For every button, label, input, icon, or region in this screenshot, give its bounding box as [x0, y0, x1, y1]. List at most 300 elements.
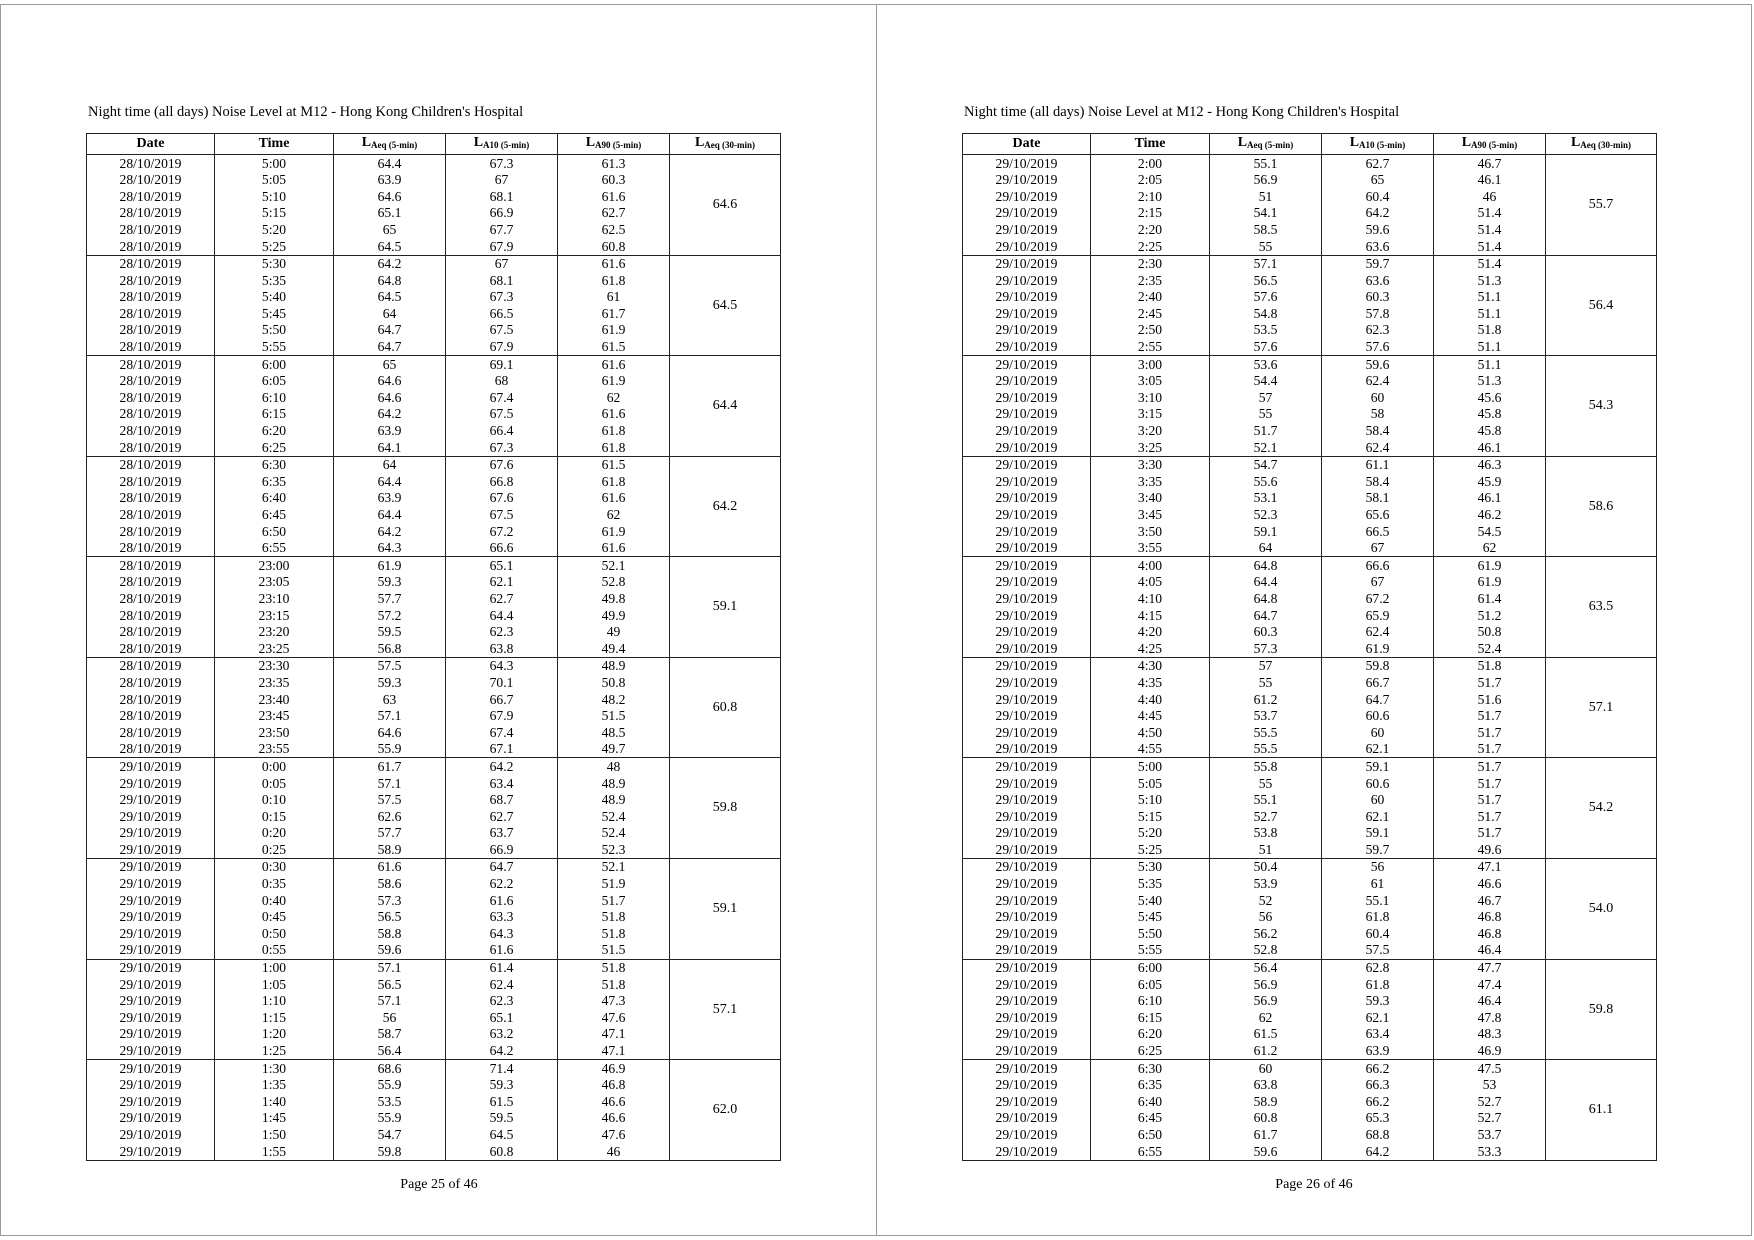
la90-5min-cell: 52.7: [1434, 1093, 1546, 1110]
date-cell: 29/10/2019: [963, 1110, 1091, 1127]
date-cell: 29/10/2019: [87, 1042, 215, 1059]
la10-5min-cell: 59.5: [446, 1110, 558, 1127]
la90-5min-cell: 60.3: [558, 172, 670, 189]
la90-5min-cell: 52.4: [558, 808, 670, 825]
la90-5min-cell: 52.1: [558, 858, 670, 875]
laeq-5min-cell: 56.5: [334, 976, 446, 993]
date-cell: 29/10/2019: [963, 858, 1091, 875]
laeq-5min-cell: 55.5: [1210, 724, 1322, 741]
date-cell: 29/10/2019: [963, 892, 1091, 909]
header-la10-5min-main: L: [473, 134, 484, 150]
la10-5min-cell: 67.6: [446, 456, 558, 473]
noise-level-table: [86, 133, 781, 1161]
laeq-5min-cell: 59.3: [334, 574, 446, 591]
la90-5min-cell: 48.5: [558, 724, 670, 741]
time-cell: 0:05: [215, 775, 334, 792]
laeq-5min-cell: 53.6: [1210, 356, 1322, 373]
date-cell: 28/10/2019: [87, 255, 215, 272]
la10-5min-cell: 66.6: [1322, 557, 1434, 574]
la90-5min-cell: 46.8: [1434, 909, 1546, 926]
date-cell: 29/10/2019: [963, 205, 1091, 222]
la10-5min-cell: 62.8: [1322, 959, 1434, 976]
laeq-5min-cell: 53.7: [1210, 708, 1322, 725]
la10-5min-cell: 67: [446, 172, 558, 189]
la90-5min-cell: 60.8: [558, 238, 670, 255]
laeq-5min-cell: 55.1: [1210, 792, 1322, 809]
la90-5min-cell: 52.1: [558, 557, 670, 574]
laeq-5min-cell: 57.6: [1210, 289, 1322, 306]
la10-5min-cell: 62.4: [1322, 373, 1434, 390]
laeq-5min-cell: 58.8: [334, 925, 446, 942]
header-laeq-30min-main: L: [1570, 134, 1581, 150]
date-cell: 28/10/2019: [87, 574, 215, 591]
la10-5min-cell: 67.1: [446, 741, 558, 758]
la10-5min-cell: 64.3: [446, 925, 558, 942]
date-cell: 29/10/2019: [963, 423, 1091, 440]
date-cell: 28/10/2019: [87, 221, 215, 238]
la10-5min-cell: 60.6: [1322, 775, 1434, 792]
date-cell: 29/10/2019: [87, 892, 215, 909]
laeq-30min-cell: 64.5: [670, 255, 781, 356]
la10-5min-cell: 63.3: [446, 909, 558, 926]
date-cell: 29/10/2019: [963, 1060, 1091, 1077]
laeq-5min-cell: 60.8: [1210, 1110, 1322, 1127]
laeq-30min-cell: 54.2: [1546, 758, 1657, 859]
table-row: [963, 255, 1657, 272]
la90-5min-cell: 53.3: [1434, 1143, 1546, 1160]
la10-5min-cell: 67.3: [446, 439, 558, 456]
laeq-5min-cell: 51.7: [1210, 423, 1322, 440]
date-cell: 29/10/2019: [87, 808, 215, 825]
time-cell: 2:00: [1091, 155, 1210, 172]
laeq-5min-cell: 58.9: [1210, 1093, 1322, 1110]
laeq-5min-cell: 53.5: [1210, 322, 1322, 339]
laeq-5min-cell: 57.7: [334, 825, 446, 842]
time-cell: 23:40: [215, 691, 334, 708]
la10-5min-cell: 67.2: [446, 523, 558, 540]
time-cell: 2:20: [1091, 221, 1210, 238]
laeq-5min-cell: 55: [1210, 238, 1322, 255]
la10-5min-cell: 61.6: [446, 892, 558, 909]
time-cell: 5:15: [1091, 808, 1210, 825]
la90-5min-cell: 62: [558, 389, 670, 406]
la10-5min-cell: 64.3: [446, 657, 558, 674]
laeq-5min-cell: 61.6: [334, 858, 446, 875]
laeq-5min-cell: 64.6: [334, 188, 446, 205]
date-cell: 28/10/2019: [87, 490, 215, 507]
la10-5min-cell: 66.4: [446, 423, 558, 440]
laeq-5min-cell: 52.8: [1210, 942, 1322, 959]
la10-5min-cell: 63.2: [446, 1026, 558, 1043]
date-cell: 29/10/2019: [963, 1009, 1091, 1026]
time-cell: 5:10: [1091, 792, 1210, 809]
laeq-5min-cell: 57.6: [1210, 339, 1322, 356]
la10-5min-cell: 66.2: [1322, 1093, 1434, 1110]
la90-5min-cell: 51.5: [558, 942, 670, 959]
la90-5min-cell: 46.7: [1434, 155, 1546, 172]
la10-5min-cell: 61.5: [446, 1093, 558, 1110]
la90-5min-cell: 47.1: [1434, 858, 1546, 875]
la10-5min-cell: 68.1: [446, 272, 558, 289]
la90-5min-cell: 61.9: [558, 523, 670, 540]
time-cell: 1:45: [215, 1110, 334, 1127]
laeq-5min-cell: 56.5: [334, 909, 446, 926]
laeq-30min-cell: 56.4: [1546, 255, 1657, 356]
time-cell: 4:05: [1091, 574, 1210, 591]
laeq-5min-cell: 61.2: [1210, 1042, 1322, 1059]
laeq-5min-cell: 56: [1210, 909, 1322, 926]
la10-5min-cell: 58.4: [1322, 473, 1434, 490]
la10-5min-cell: 64.2: [446, 1042, 558, 1059]
la10-5min-cell: 65.1: [446, 1009, 558, 1026]
time-cell: 1:50: [215, 1126, 334, 1143]
la90-5min-cell: 47.1: [558, 1042, 670, 1059]
laeq-5min-cell: 51: [1210, 841, 1322, 858]
time-cell: 23:10: [215, 590, 334, 607]
date-cell: 29/10/2019: [963, 523, 1091, 540]
la10-5min-cell: 64.2: [1322, 1143, 1434, 1160]
la10-5min-cell: 61.6: [446, 942, 558, 959]
time-cell: 6:25: [1091, 1042, 1210, 1059]
time-cell: 5:30: [1091, 858, 1210, 875]
table-row: [87, 557, 781, 574]
date-cell: 28/10/2019: [87, 708, 215, 725]
laeq-5min-cell: 60: [1210, 1060, 1322, 1077]
date-cell: 28/10/2019: [87, 674, 215, 691]
time-cell: 6:10: [215, 389, 334, 406]
date-cell: 28/10/2019: [87, 389, 215, 406]
la10-5min-cell: 59.7: [1322, 255, 1434, 272]
header-date: Date: [963, 134, 1091, 155]
la10-5min-cell: 67: [446, 255, 558, 272]
la90-5min-cell: 47.6: [558, 1126, 670, 1143]
time-cell: 6:05: [1091, 976, 1210, 993]
date-cell: 29/10/2019: [963, 473, 1091, 490]
time-cell: 1:55: [215, 1143, 334, 1160]
time-cell: 23:50: [215, 724, 334, 741]
la90-5min-cell: 46.1: [1434, 490, 1546, 507]
la90-5min-cell: 62: [1434, 540, 1546, 557]
laeq-5min-cell: 56.9: [1210, 172, 1322, 189]
time-cell: 23:35: [215, 674, 334, 691]
time-cell: 6:30: [1091, 1060, 1210, 1077]
laeq-5min-cell: 52.1: [1210, 439, 1322, 456]
la10-5min-cell: 67.9: [446, 339, 558, 356]
time-cell: 6:25: [215, 439, 334, 456]
date-cell: 29/10/2019: [963, 758, 1091, 775]
la10-5min-cell: 66.8: [446, 473, 558, 490]
la90-5min-cell: 46.9: [1434, 1042, 1546, 1059]
la90-5min-cell: 47.5: [1434, 1060, 1546, 1077]
table-row: [963, 858, 1657, 875]
header-time: Time: [215, 134, 334, 155]
time-cell: 3:30: [1091, 456, 1210, 473]
la10-5min-cell: 59.6: [1322, 221, 1434, 238]
time-cell: 0:50: [215, 925, 334, 942]
time-cell: 0:20: [215, 825, 334, 842]
date-cell: 28/10/2019: [87, 373, 215, 390]
time-cell: 5:50: [215, 322, 334, 339]
la90-5min-cell: 61.6: [558, 188, 670, 205]
date-cell: 28/10/2019: [87, 456, 215, 473]
date-cell: 28/10/2019: [87, 523, 215, 540]
la90-5min-cell: 61.6: [558, 490, 670, 507]
time-cell: 23:45: [215, 708, 334, 725]
laeq-5min-cell: 57.1: [334, 993, 446, 1010]
date-cell: 29/10/2019: [963, 406, 1091, 423]
date-cell: 28/10/2019: [87, 691, 215, 708]
time-cell: 6:55: [215, 540, 334, 557]
laeq-30min-cell: 61.1: [1546, 1060, 1657, 1161]
la90-5min-cell: 51.1: [1434, 356, 1546, 373]
date-cell: 28/10/2019: [87, 741, 215, 758]
la10-5min-cell: 69.1: [446, 356, 558, 373]
date-cell: 28/10/2019: [87, 406, 215, 423]
laeq-5min-cell: 64.7: [1210, 607, 1322, 624]
date-cell: 28/10/2019: [87, 657, 215, 674]
laeq-5min-cell: 57.5: [334, 657, 446, 674]
document-page-25: [0, 4, 878, 1236]
time-cell: 5:05: [215, 172, 334, 189]
la10-5min-cell: 64.7: [446, 858, 558, 875]
la10-5min-cell: 67.9: [446, 708, 558, 725]
la10-5min-cell: 66.5: [446, 305, 558, 322]
laeq-5min-cell: 56.4: [334, 1042, 446, 1059]
la10-5min-cell: 68.7: [446, 792, 558, 809]
date-cell: 29/10/2019: [963, 356, 1091, 373]
laeq-5min-cell: 55.5: [1210, 741, 1322, 758]
date-cell: 28/10/2019: [87, 238, 215, 255]
laeq-5min-cell: 61.7: [334, 758, 446, 775]
date-cell: 29/10/2019: [963, 909, 1091, 926]
time-cell: 4:00: [1091, 557, 1210, 574]
date-cell: 29/10/2019: [87, 1077, 215, 1094]
time-cell: 4:30: [1091, 657, 1210, 674]
table-row: [87, 356, 781, 373]
time-cell: 5:45: [215, 305, 334, 322]
la10-5min-cell: 62.1: [1322, 1009, 1434, 1026]
la10-5min-cell: 57.5: [1322, 942, 1434, 959]
laeq-5min-cell: 59.3: [334, 674, 446, 691]
la90-5min-cell: 46.4: [1434, 993, 1546, 1010]
time-cell: 5:30: [215, 255, 334, 272]
la10-5min-cell: 60: [1322, 792, 1434, 809]
laeq-30min-cell: 62.0: [670, 1060, 781, 1161]
table-title: Night time (all days) Noise Level at M12 - Hong Kong Children's Hospital: [964, 104, 1400, 120]
la90-5min-cell: 49.9: [558, 607, 670, 624]
laeq-5min-cell: 58.9: [334, 841, 446, 858]
time-cell: 6:20: [1091, 1026, 1210, 1043]
laeq-5min-cell: 64.8: [334, 272, 446, 289]
time-cell: 23:05: [215, 574, 334, 591]
time-cell: 0:15: [215, 808, 334, 825]
time-cell: 5:05: [1091, 775, 1210, 792]
date-cell: 29/10/2019: [963, 238, 1091, 255]
la10-5min-cell: 56: [1322, 858, 1434, 875]
date-cell: 28/10/2019: [87, 640, 215, 657]
la90-5min-cell: 51.4: [1434, 205, 1546, 222]
la10-5min-cell: 60: [1322, 389, 1434, 406]
time-cell: 6:20: [215, 423, 334, 440]
header-laeq-30min-sub: Aeq (30-min): [704, 139, 756, 150]
la10-5min-cell: 62.4: [446, 976, 558, 993]
header-la90-5min-sub: A90 (5-min): [1471, 139, 1518, 150]
time-cell: 0:00: [215, 758, 334, 775]
la90-5min-cell: 51.7: [558, 892, 670, 909]
time-cell: 0:45: [215, 909, 334, 926]
date-cell: 29/10/2019: [963, 976, 1091, 993]
date-cell: 29/10/2019: [87, 825, 215, 842]
table-row: [87, 858, 781, 875]
la10-5min-cell: 63.7: [446, 825, 558, 842]
la90-5min-cell: 52.4: [558, 825, 670, 842]
time-cell: 1:15: [215, 1009, 334, 1026]
laeq-5min-cell: 62: [1210, 1009, 1322, 1026]
la10-5min-cell: 66.7: [1322, 674, 1434, 691]
document-page-26: [876, 4, 1752, 1236]
header-laeq-5min: [334, 134, 446, 155]
date-cell: 29/10/2019: [963, 1026, 1091, 1043]
la10-5min-cell: 59.8: [1322, 657, 1434, 674]
date-cell: 28/10/2019: [87, 339, 215, 356]
laeq-5min-cell: 64: [334, 305, 446, 322]
laeq-5min-cell: 60.3: [1210, 624, 1322, 641]
time-cell: 3:40: [1091, 490, 1210, 507]
laeq-5min-cell: 59.5: [334, 624, 446, 641]
date-cell: 29/10/2019: [963, 574, 1091, 591]
la90-5min-cell: 46.8: [558, 1077, 670, 1094]
date-cell: 29/10/2019: [963, 925, 1091, 942]
la90-5min-cell: 52.7: [1434, 1110, 1546, 1127]
date-cell: 28/10/2019: [87, 473, 215, 490]
date-cell: 29/10/2019: [87, 942, 215, 959]
date-cell: 29/10/2019: [87, 993, 215, 1010]
la90-5min-cell: 46.4: [1434, 942, 1546, 959]
la10-5min-cell: 63.6: [1322, 272, 1434, 289]
date-cell: 29/10/2019: [963, 557, 1091, 574]
table-row: [87, 758, 781, 775]
laeq-5min-cell: 65.1: [334, 205, 446, 222]
date-cell: 29/10/2019: [963, 188, 1091, 205]
date-cell: 29/10/2019: [963, 1143, 1091, 1160]
time-cell: 1:10: [215, 993, 334, 1010]
date-cell: 29/10/2019: [963, 1042, 1091, 1059]
table-body: [963, 155, 1657, 1161]
table-row: [87, 657, 781, 674]
la10-5min-cell: 60.4: [1322, 188, 1434, 205]
la10-5min-cell: 67.6: [446, 490, 558, 507]
time-cell: 4:10: [1091, 590, 1210, 607]
date-cell: 29/10/2019: [963, 624, 1091, 641]
header-la90-5min-main: L: [1461, 134, 1472, 150]
la90-5min-cell: 48.9: [558, 792, 670, 809]
date-cell: 28/10/2019: [87, 155, 215, 172]
laeq-30min-cell: 57.1: [1546, 657, 1657, 758]
la10-5min-cell: 67.5: [446, 322, 558, 339]
date-cell: 28/10/2019: [87, 540, 215, 557]
laeq-30min-cell: 60.8: [670, 657, 781, 758]
laeq-5min-cell: 55.8: [1210, 758, 1322, 775]
laeq-5min-cell: 55.6: [1210, 473, 1322, 490]
la10-5min-cell: 67: [1322, 540, 1434, 557]
la90-5min-cell: 51.8: [1434, 657, 1546, 674]
laeq-5min-cell: 56.4: [1210, 959, 1322, 976]
time-cell: 5:35: [215, 272, 334, 289]
laeq-5min-cell: 55: [1210, 775, 1322, 792]
la90-5min-cell: 61.9: [558, 322, 670, 339]
date-cell: 28/10/2019: [87, 322, 215, 339]
la10-5min-cell: 57.6: [1322, 339, 1434, 356]
date-cell: 28/10/2019: [87, 439, 215, 456]
time-cell: 23:00: [215, 557, 334, 574]
la10-5min-cell: 63.8: [446, 640, 558, 657]
la90-5min-cell: 51.8: [1434, 322, 1546, 339]
time-cell: 3:10: [1091, 389, 1210, 406]
date-cell: 28/10/2019: [87, 305, 215, 322]
date-cell: 29/10/2019: [963, 792, 1091, 809]
la90-5min-cell: 45.6: [1434, 389, 1546, 406]
la10-5min-cell: 55.1: [1322, 892, 1434, 909]
la10-5min-cell: 62.7: [446, 808, 558, 825]
date-cell: 29/10/2019: [87, 758, 215, 775]
la90-5min-cell: 45.8: [1434, 406, 1546, 423]
la90-5min-cell: 49: [558, 624, 670, 641]
laeq-5min-cell: 55.9: [334, 741, 446, 758]
time-cell: 1:40: [215, 1093, 334, 1110]
laeq-5min-cell: 61.2: [1210, 691, 1322, 708]
laeq-5min-cell: 63.8: [1210, 1077, 1322, 1094]
laeq-5min-cell: 64.3: [334, 540, 446, 557]
laeq-5min-cell: 64.8: [1210, 590, 1322, 607]
la90-5min-cell: 46.7: [1434, 892, 1546, 909]
date-cell: 29/10/2019: [87, 1143, 215, 1160]
time-cell: 4:35: [1091, 674, 1210, 691]
table-row: [963, 1060, 1657, 1077]
date-cell: 28/10/2019: [87, 724, 215, 741]
date-cell: 29/10/2019: [963, 775, 1091, 792]
la90-5min-cell: 61.9: [1434, 574, 1546, 591]
laeq-5min-cell: 63.9: [334, 423, 446, 440]
la90-5min-cell: 51.1: [1434, 289, 1546, 306]
laeq-30min-cell: 59.8: [1546, 959, 1657, 1060]
laeq-5min-cell: 55.9: [334, 1077, 446, 1094]
table-row: [963, 758, 1657, 775]
la90-5min-cell: 52.4: [1434, 640, 1546, 657]
la90-5min-cell: 46.6: [1434, 876, 1546, 893]
la90-5min-cell: 51.8: [558, 909, 670, 926]
la90-5min-cell: 52.3: [558, 841, 670, 858]
time-cell: 6:35: [1091, 1077, 1210, 1094]
la10-5min-cell: 60.8: [446, 1143, 558, 1160]
laeq-5min-cell: 55.1: [1210, 155, 1322, 172]
la90-5min-cell: 62.7: [558, 205, 670, 222]
la10-5min-cell: 62.4: [1322, 624, 1434, 641]
la10-5min-cell: 61.4: [446, 959, 558, 976]
la90-5min-cell: 51.2: [1434, 607, 1546, 624]
laeq-5min-cell: 57.1: [1210, 255, 1322, 272]
time-cell: 5:55: [1091, 942, 1210, 959]
laeq-5min-cell: 64.1: [334, 439, 446, 456]
la90-5min-cell: 47.7: [1434, 959, 1546, 976]
table-header-row: [963, 134, 1657, 155]
la90-5min-cell: 51.4: [1434, 255, 1546, 272]
date-cell: 29/10/2019: [87, 1110, 215, 1127]
la10-5min-cell: 66.7: [446, 691, 558, 708]
la10-5min-cell: 67.4: [446, 389, 558, 406]
la90-5min-cell: 48.9: [558, 775, 670, 792]
la90-5min-cell: 61: [558, 289, 670, 306]
time-cell: 2:40: [1091, 289, 1210, 306]
